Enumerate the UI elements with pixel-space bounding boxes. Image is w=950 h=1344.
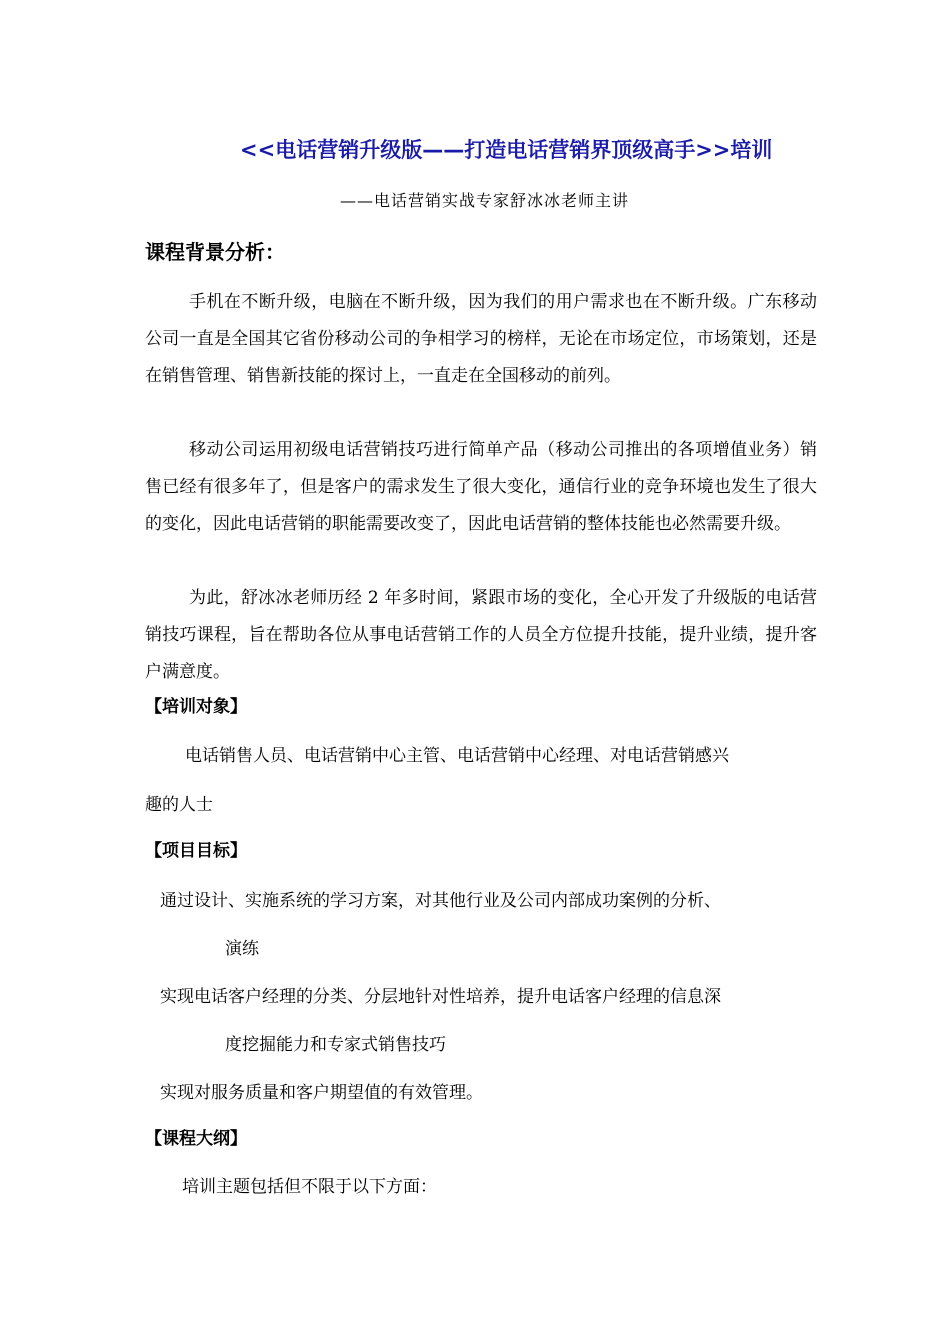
audience-heading: 【培训对象】 bbox=[145, 697, 247, 717]
document-subtitle: ——电话营销实战专家舒冰冰老师主讲 bbox=[340, 191, 630, 210]
goal-line-4: 度挖掘能力和专家式销售技巧 bbox=[225, 1035, 446, 1055]
background-heading: 课程背景分析： bbox=[145, 240, 285, 264]
background-paragraph-2: 移动公司运用初级电话营销技巧进行简单产品（移动公司推出的各项增值业务）销售已经有很多年了，但是客户的需求发生了很大变化，通信行业的竞争环境也发生了很大的变化，因此电话营销的职能需要改变了，因此电话营销的整体技能也必然需要升级。 bbox=[145, 440, 817, 534]
goal-line-3: 实现电话客户经理的分类、分层地针对性培养，提升电话客户经理的信息深 bbox=[160, 987, 721, 1007]
audience-line-2: 趣的人士 bbox=[145, 795, 213, 815]
background-paragraph-3: 为此，舒冰冰老师历经 2 年多时间，紧跟市场的变化，全心开发了升级版的电话营销技巧课程，旨在帮助各位从事电话营销工作的人员全方位提升技能，提升业绩，提升客户满意度。 bbox=[145, 588, 817, 682]
goal-line-1: 通过设计、实施系统的学习方案，对其他行业及公司内部成功案例的分析、 bbox=[160, 891, 721, 911]
goals-heading: 【项目目标】 bbox=[145, 841, 247, 861]
goal-line-5: 实现对服务质量和客户期望值的有效管理。 bbox=[160, 1083, 483, 1103]
audience-line-1: 电话销售人员、电话营销中心主管、电话营销中心经理、对电话营销感兴 bbox=[185, 746, 729, 766]
document-title: <<电话营销升级版——打造电话营销界顶级高手>>培训 bbox=[240, 138, 773, 162]
background-paragraph-1: 手机在不断升级，电脑在不断升级，因为我们的用户需求也在不断升级。广东移动公司一直是全国其它省份移动公司的争相学习的榜样，无论在市场定位，市场策划，还是在销售管理、销售新技能的探讨上，一直走在全国移动的前列。 bbox=[145, 292, 817, 386]
outline-heading: 【课程大纲】 bbox=[145, 1129, 247, 1149]
outline-intro: 培训主题包括但不限于以下方面： bbox=[182, 1177, 437, 1197]
goal-line-2: 演练 bbox=[225, 939, 259, 959]
